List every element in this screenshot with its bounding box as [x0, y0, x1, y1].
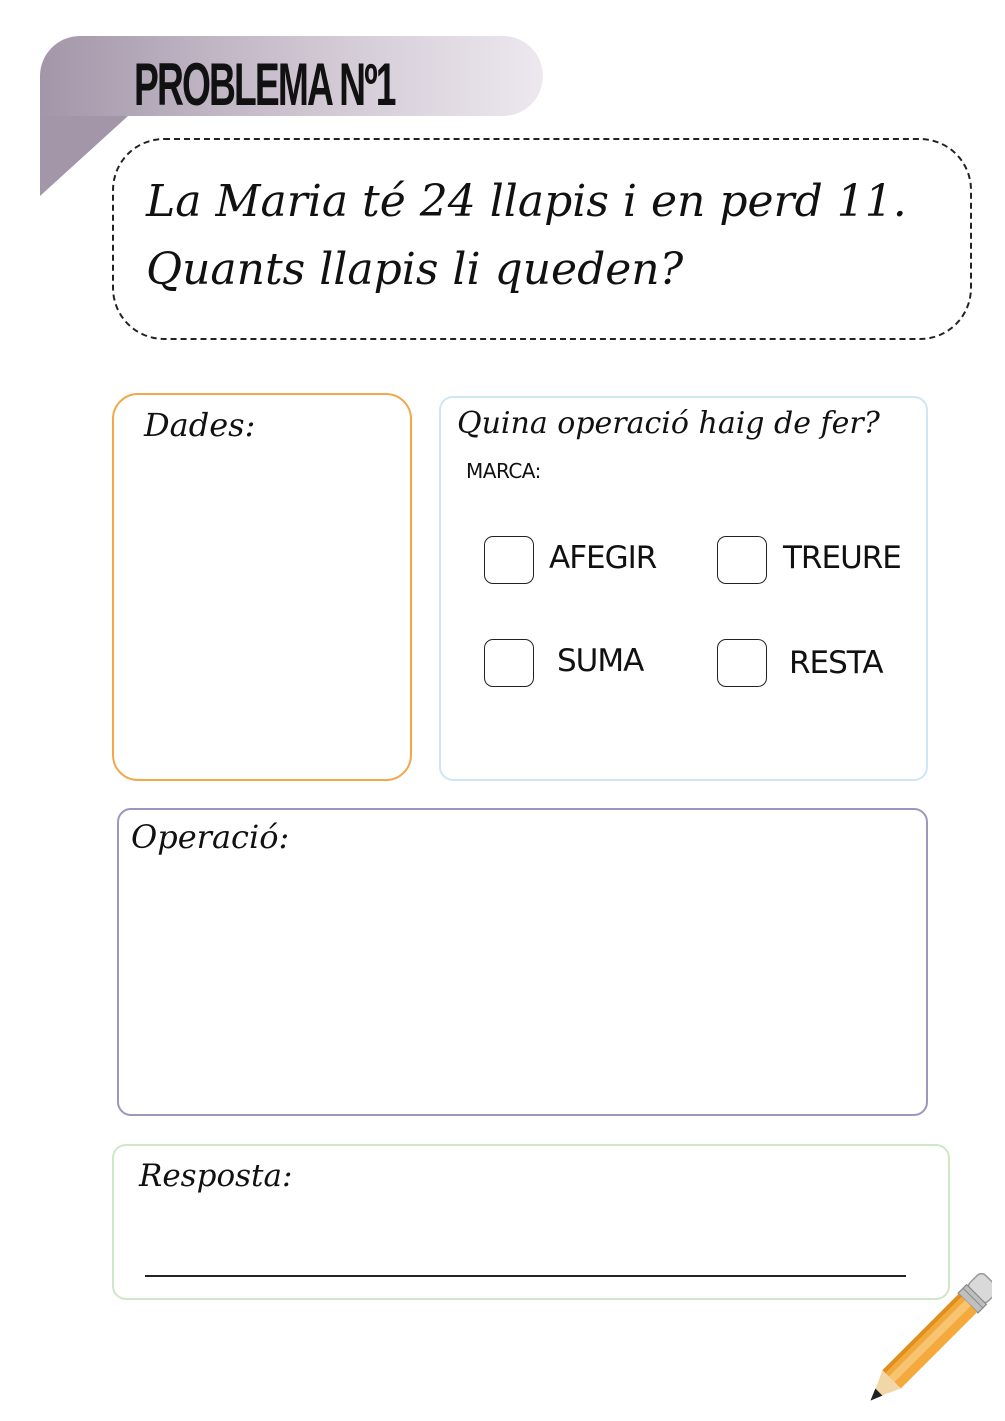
checkbox-afegir[interactable] — [484, 536, 534, 584]
mark-instruction: MARCA: — [466, 459, 541, 483]
checkbox-treure[interactable] — [717, 536, 767, 584]
pencil-icon — [862, 1272, 992, 1421]
option-label-afegir: AFEGIR — [549, 540, 657, 576]
resposta-label: Resposta: — [139, 1158, 293, 1194]
answer-line[interactable] — [145, 1275, 906, 1277]
operation-question: Quina operació haig de fer? — [457, 406, 880, 441]
option-label-resta: RESTA — [789, 645, 883, 681]
checkbox-suma[interactable] — [484, 639, 534, 687]
problem-statement-box — [112, 138, 972, 340]
problem-line-2: Quants llapis li queden? — [146, 244, 684, 295]
option-label-treure: TREURE — [783, 540, 901, 576]
checkbox-resta[interactable] — [717, 639, 767, 687]
dades-label: Dades: — [144, 406, 256, 444]
dades-box[interactable] — [112, 393, 412, 781]
operation-choice-box — [439, 396, 928, 781]
page-title: PROBLEMA Nº1 — [134, 51, 395, 118]
problem-line-1: La Maria té 24 llapis i en perd 11. — [146, 176, 907, 227]
operacio-label: Operació: — [131, 818, 290, 856]
option-label-suma: SUMA — [557, 643, 644, 679]
